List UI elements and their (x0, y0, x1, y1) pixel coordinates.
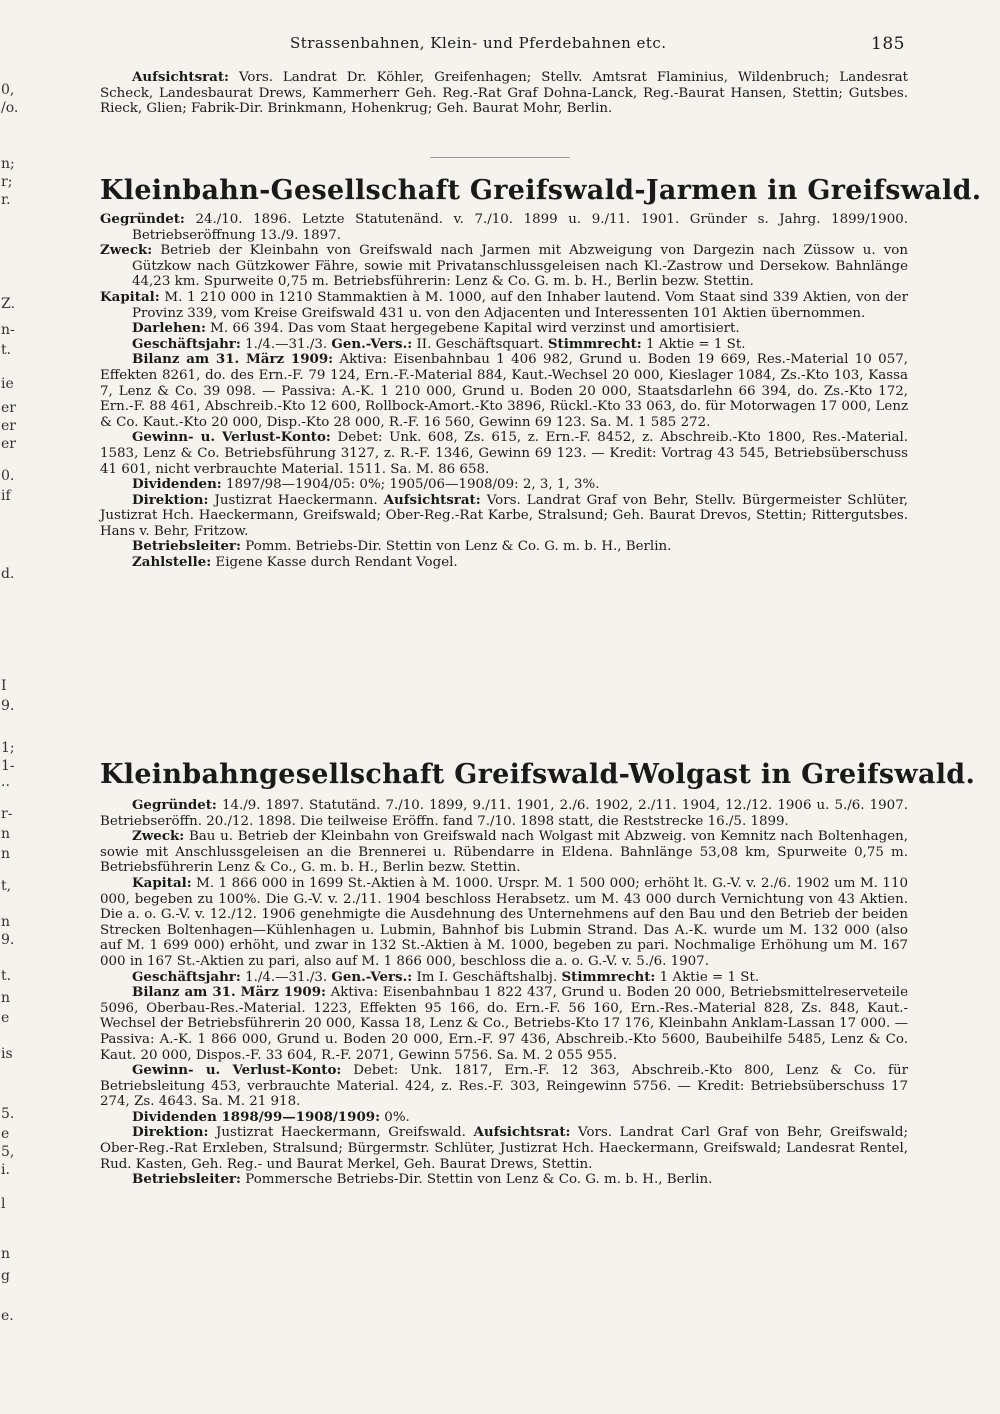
margin-fragment: .. (1, 774, 10, 790)
margin-fragment: l (1, 1196, 6, 1212)
bilanz-paragraph (100, 985, 908, 1063)
entry-greifswald-jarmen (100, 174, 982, 571)
margin-fragment: 9. (1, 698, 15, 714)
geschaeftsjahr-text: 1./4.—31./3. (245, 336, 328, 352)
betriebsleiter-label: Betriebsleiter: (132, 1171, 241, 1188)
aufsichtsrat-text: Vors. Landrat Dr. Köhler, Greifenhagen; Stellv. Amtsrat Flaminius, Wildenbruch; Landesrat Scheck, Landesbaurat Drews, Kammerherr Geh. Reg.-Rat Graf Dohna-Lanck, Reg.-Baurat Hansen, Stettin; Gutsbes. Rieck, Glien; Fabrik-Dir. Brinkmann, Hohenkrug; Geh. Baurat Mohr, Berlin. (100, 70, 908, 117)
zweck-text: Bau u. Betrieb der Kleinbahn von Greifswald nach Wolgast mit Abzweig. von Kemnitz nach Boltenhagen, sowie mit Anschlussgeleisen an die Brennerei u. Rübendarre in Eldena. Bahnlänge 53,08 km, Spurweite 0,75 m. Betriebsführerin Lenz & Co., G. m. b. H., Berlin bezw. Stettin. (100, 829, 908, 876)
margin-fragment: I (1, 678, 7, 694)
margin-fragment: is (1, 1046, 13, 1062)
margin-fragment: t. (1, 968, 12, 984)
darlehen-label: Darlehen: (132, 320, 206, 337)
dividenden-text: 0%. (384, 1109, 410, 1125)
margin-fragment: 9. (1, 932, 15, 948)
betriebsleiter-text: Pomm. Betriebs-Dir. Stettin von Lenz & Co. G. m. b. H., Berlin. (245, 539, 672, 555)
aufsichtsrat-paragraph (100, 70, 908, 117)
gegruendet-label: Gegründet: (132, 797, 217, 813)
kapital-text: M. 1 210 000 in 1210 Stammaktien à M. 1000, auf den Inhaber lautend. Vom Staat sind 339 Aktien, von der Provinz 339, vom Kreise Greifswald 431 u. von den Adjacenten und Interessenten 101 Aktien übernommen. (132, 289, 908, 321)
margin-fragment: t. (1, 342, 12, 358)
margin-fragment: 1; (1, 740, 15, 756)
zahlstelle-text: Eigene Kasse durch Rendant Vogel. (215, 555, 458, 571)
entry-body (100, 212, 908, 571)
zweck-paragraph (100, 829, 908, 876)
gegruendet-text: 24./10. 1896. Letzte Statutenänd. v. 7./10. 1899 u. 9./11. 1901. Gründer s. Jahrg. 1899/1900. Betriebseröffnung 13./9. 1897. (132, 212, 908, 243)
margin-fragment: ie (1, 376, 14, 392)
betriebsleiter-text: Pommersche Betriebs-Dir. Stettin von Lenz & Co. G. m. b. H., Berlin. (245, 1172, 713, 1188)
geschaeftsjahr-label: Geschäftsjahr: (132, 968, 241, 985)
gen-vers-text: Im I. Geschäftshalbj. (416, 969, 558, 985)
gegruendet-paragraph (100, 212, 908, 243)
kapital-paragraph (100, 290, 908, 321)
gewinn-verlust-label: Gewinn- u. Verlust-Konto: (132, 429, 331, 446)
margin-fragment: er (1, 418, 16, 434)
margin-fragment: 1- (1, 758, 15, 774)
kapital-text: M. 1 866 000 in 1699 St.-Aktien à M. 1000. Urspr. M. 1 500 000; erhöht lt. G.-V. v. 2./6. 1902 um M. 110 000, begeben zu 100%. Die G.-V. v. 2./11. 1904 beschloss Herabsetz. um M. 43 000 durch Vernichtung von 43 Aktien. Die a. o. G.-V. v. 12./12. 1906 genehmigte die Ausdehnung des Unternehmens auf den Bau und den Betrieb der beiden Strecken Boltenhagen—Kühlenhagen u. Lubmin, Bahnhof bis Lubmin Strand. Das A.-K. wurde um M. 132 000 (also auf M. 1 699 000) erhöht, und zwar in 132 St.-Aktien à M. 1000, begeben zu pari. Nochmalige Erhöhung um M. 167 000 in 167 St.-Aktien zu pari, also auf M. 1 866 000, beschloss die a. o. G.-V. v. 5./6. 1907. (100, 875, 908, 969)
stimmrecht-label: Stimmrecht: (561, 968, 656, 985)
zweck-text: Betrieb der Kleinbahn von Greifswald nach Jarmen mit Abzweigung von Dargezin nach Züssow u. von Gützkow nach Gützkower Fähre, sowie mit Privatanschlussgeleisen nach Kl.-Zastrow und Dersekow. Bahnlänge 44,23 km. Spurweite 0,75 m. Betriebsführerin: Lenz & Co. G. m. b. H., Berlin bezw. Stettin. (132, 243, 908, 290)
margin-fragment: e. (1, 1308, 14, 1324)
dividenden-paragraph (100, 1110, 908, 1126)
geschaeftsjahr-label: Geschäftsjahr: (132, 335, 241, 352)
zweck-label: Zweck: (132, 828, 185, 845)
margin-fragment: e (1, 1126, 10, 1142)
gen-vers-label: Gen.-Vers.: (331, 968, 413, 985)
entry-body (100, 798, 908, 1188)
margin-fragment: r; (1, 174, 13, 190)
zweck-label: Zweck: (100, 242, 153, 259)
margin-fragment: r- (1, 806, 13, 822)
gewinn-verlust-text: Debet: Unk. 608, Zs. 615, z. Ern.-F. 8452, z. Abschreib.-Kto 1800, Res.-Material. 1583, Lenz & Co. Betriebsführung 3127, z. R.-F. 1346, Gewinn 69 123. — Kredit: Vortrag 43 545, Betriebsüberschuss 41 601, nicht verbrauchte Material. 1511. Sa. M. 86 658. (100, 430, 908, 477)
aufsichtsrat-text: Vors. Landrat Carl Graf von Behr, Greifswald; Ober-Reg.-Rat Erxleben, Stralsund; Bürgermstr. Schlüter, Justizrat Hch. Haeckermann, Greifswald; Landesrat Rentel, Rud. Kasten, Geh. Reg.- und Baurat Merkel, Geh. Baurat Drews, Stettin. (100, 1125, 908, 1172)
margin-fragment: n (1, 846, 11, 862)
dividenden-label: Dividenden: (132, 476, 222, 493)
kapital-label: Kapital: (100, 288, 160, 305)
separator-rule (430, 157, 570, 158)
aufsichtsrat-label: Aufsichtsrat: (473, 1124, 571, 1141)
margin-fragment: Z. (1, 296, 15, 312)
direktion-text: Justizrat Haeckermann. (214, 492, 378, 508)
left-margin-bleed (0, 0, 20, 1414)
darlehen-text: M. 66 394. Das vom Staat hergegebene Kapital wird verzinst und amortisiert. (210, 321, 740, 337)
running-header (100, 34, 905, 60)
kapital-label: Kapital: (132, 874, 192, 891)
gen-vers-text: II. Geschäftsquart. (416, 336, 544, 352)
stimmrecht-label: Stimmrecht: (547, 335, 642, 352)
margin-fragment: n (1, 914, 11, 930)
margin-fragment: g (1, 1268, 10, 1284)
margin-fragment: 0, (1, 82, 15, 98)
margin-fragment: i. (1, 1162, 10, 1178)
gegruendet-paragraph (100, 798, 908, 829)
stimmrecht-text: 1 Aktie = 1 St. (646, 336, 746, 352)
bilanz-label: Bilanz am 31. März 1909: (132, 351, 334, 368)
margin-fragment: n- (1, 322, 15, 338)
margin-fragment: 0. (1, 468, 15, 484)
bilanz-text: Aktiva: Eisenbahnbau 1 822 437, Grund u. Boden 20 000, Betriebsmittelreserveteile 5096, Oberbau-Res.-Material. 1223, Effekten 95 166, do. Ern.-F. 56 160, Ern.-Res.-Material 828, Zs. 848, Kaut.-Wechsel der Betriebsführerin 20 000, Kassa 18, Lenz & Co., Betriebs-Kto 17 176, Kleinbahn Anklam-Lassan 17 000. — Passiva: A.-K. 1 866 000, Grund u. Boden 20 000, Ern.-F. 97 436, Abschreib.-Kto 5600, Baubeihilfe 5485, Lenz & Co. Kaut. 20 000, Dispos.-F. 33 604, R.-F. 2071, Gewinn 5756. Sa. M. 2 055 955. (100, 985, 909, 1063)
margin-fragment: 5. (1, 1106, 15, 1122)
stimmrecht-text: 1 Aktie = 1 St. (659, 969, 760, 985)
gewinn-verlust-paragraph (100, 430, 908, 477)
zahlstelle-label: Zahlstelle: (132, 554, 212, 571)
aufsichtsrat-text: Vors. Landrat Graf von Behr, Stellv. Bürgermeister Schlüter, Justizrat Hch. Haeckermann, Greifswald; Ober-Reg.-Rat Karbe, Stralsund; Geh. Baurat Drevos, Stettin; Rittergutsbes. Hans v. Behr, Fritzow. (100, 492, 909, 539)
aufsichtsrat-label: Aufsichtsrat: (383, 491, 481, 508)
gewinn-verlust-label: Gewinn- u. Verlust-Konto: (132, 1062, 342, 1079)
entry-title: Kleinbahngesellschaft Greifswald-Wolgast in Greifswald. (100, 759, 976, 790)
direktion-paragraph (100, 493, 908, 540)
direktion-text: Justizrat Haeckermann, Greifswald. (216, 1125, 466, 1141)
gegruendet-text: 14./9. 1897. Statutänd. 7./10. 1899, 9./11. 1901, 2./6. 1902, 2./11. 1904, 12./12. 1906 u. 5./6. 1907. Betriebseröffn. 20./12. 1898. Die teilweise Eröffn. fand 7./10. 1898 statt, die Reststrecke 16./5. 1899. (100, 798, 908, 829)
gewinn-verlust-text: Debet: Unk. 1817, Ern.-F. 12 363, Abschreib.-Kto 800, Lenz & Co. für Betriebsleitung 453, verbrauchte Material. 424, z. Res.-F. 303, Reingewinn 5756. — Kredit: Betriebsüberschuss 17 274, Zs. 4643. Sa. M. 21 918. (100, 1063, 908, 1110)
zahlstelle-paragraph (100, 555, 908, 571)
betriebsleiter-paragraph (100, 539, 908, 555)
running-title: Strassenbahnen, Klein- und Pferdebahnen etc. (290, 34, 667, 52)
margin-fragment: er (1, 400, 16, 416)
margin-fragment: 5, (1, 1144, 15, 1160)
betriebsleiter-paragraph (100, 1172, 908, 1188)
aufsichtsrat-label: Aufsichtsrat: (132, 69, 229, 85)
bilanz-label: Bilanz am 31. März 1909: (132, 984, 327, 1001)
direktion-paragraph (100, 1125, 908, 1172)
kapital-paragraph (100, 876, 908, 970)
dividenden-label: Dividenden 1898/99—1908/1909: (132, 1108, 381, 1125)
bilanz-paragraph (100, 352, 908, 430)
gegruendet-label: Gegründet: (100, 211, 185, 227)
direktion-label: Direktion: (132, 491, 209, 508)
gewinn-verlust-paragraph (100, 1063, 908, 1110)
margin-fragment: n (1, 1246, 11, 1262)
entry-greifswald-wolgast (100, 758, 976, 1188)
zweck-paragraph (100, 243, 908, 290)
dividenden-paragraph (100, 477, 908, 493)
geschaeftsjahr-paragraph (100, 970, 908, 986)
margin-fragment: d. (1, 566, 15, 582)
geschaeftsjahr-paragraph (100, 337, 908, 353)
margin-fragment: e (1, 1010, 10, 1026)
dividenden-text: 1897/98—1904/05: 0%; 1905/06—1908/09: 2, 3, 1, 3%. (226, 477, 600, 493)
direktion-label: Direktion: (132, 1124, 209, 1141)
margin-fragment: r. (1, 192, 11, 208)
bilanz-text: Aktiva: Eisenbahnbau 1 406 982, Grund u. Boden 19 669, Res.-Material 10 057, Effekten 8261, do. des Ern.-F. 79 124, Ern.-F.-Material 884, Kaut.-Wechsel 20 000, Kieslager 1084, Zs.-Kto 103, Kassa 7, Lenz & Co. 39 098. — Passiva: A.-K. 1 210 000, Grund u. Boden 20 000, Staatsdarlehn 66 394, do. Zs.-Kto 172, Ern.-F. 88 461, Abschreib.-Kto 12 600, Rollbock-Amort.-Kto 3896, Rückl.-Kto 33 063, do. für Motorwagen 17 000, Lenz & Co. Kaut.-Kto 20 000, Disp.-Kto 28 000, R.-F. 16 560, Gewinn 69 123. Sa. M. 1 585 272. (100, 352, 908, 430)
margin-fragment: t, (1, 878, 12, 894)
margin-fragment: er (1, 436, 16, 452)
entry-title: Kleinbahn-Gesellschaft Greifswald-Jarmen in Greifswald. (100, 175, 982, 206)
darlehen-paragraph (100, 321, 908, 337)
margin-fragment: /o. (1, 100, 19, 116)
margin-fragment: n; (1, 156, 15, 172)
margin-fragment: if (1, 488, 11, 504)
page-number: 185 (871, 34, 905, 54)
margin-fragment: n (1, 826, 11, 842)
margin-fragment: n (1, 990, 11, 1006)
geschaeftsjahr-text: 1./4.—31./3. (245, 969, 328, 985)
previous-entry-tail (100, 70, 908, 117)
betriebsleiter-label: Betriebsleiter: (132, 538, 241, 555)
gen-vers-label: Gen.-Vers.: (331, 335, 413, 352)
